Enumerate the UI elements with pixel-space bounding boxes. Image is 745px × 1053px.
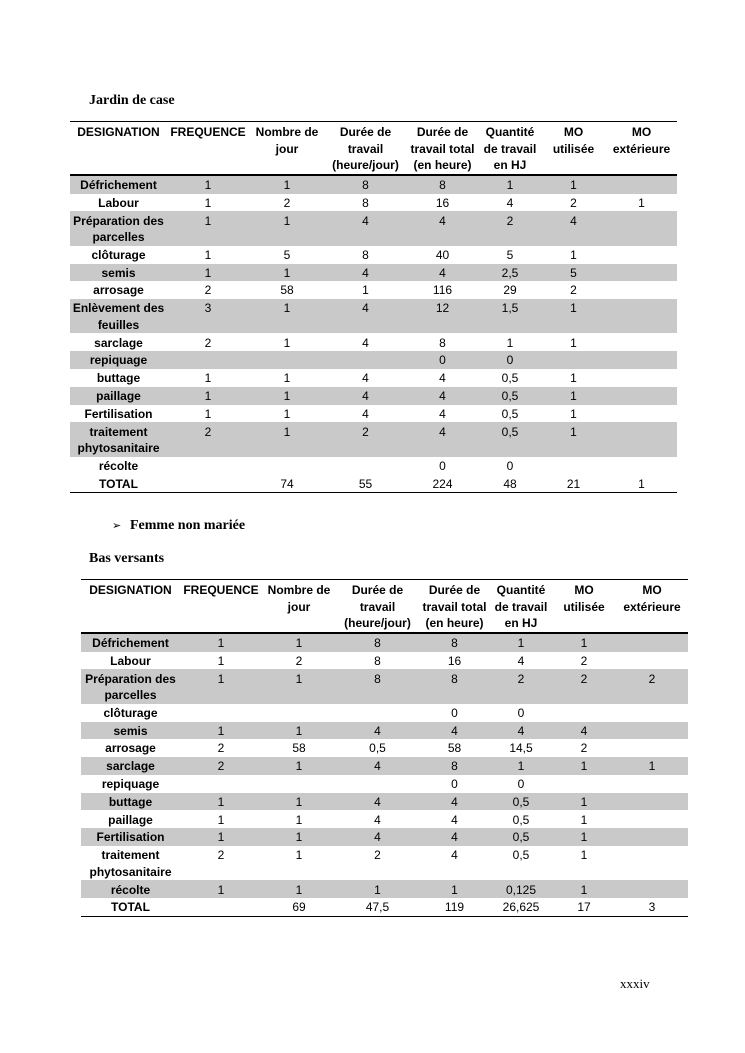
row-label: buttage	[96, 371, 141, 386]
table-cell: 1	[283, 371, 291, 386]
table-cell: 5	[283, 247, 291, 262]
table-cell	[616, 793, 688, 811]
table-cell: 0	[406, 351, 479, 369]
table-cell: 0	[451, 777, 458, 792]
table-header-row	[81, 580, 688, 633]
table-cell: 4	[406, 387, 479, 405]
table-cell: 0,5	[501, 371, 519, 386]
column-header: MO extérieure	[616, 580, 688, 633]
table-cell	[616, 704, 688, 722]
row-label: TOTAL	[70, 475, 167, 493]
table-cell: 224	[406, 475, 479, 493]
table-cell: 4	[419, 828, 490, 846]
table-cell: 1	[362, 283, 369, 298]
table-cell	[606, 405, 677, 423]
column-header: Durée de travail total (en heure)	[406, 122, 479, 175]
table-cell: 1	[490, 757, 552, 775]
table-cell: 8	[336, 669, 419, 703]
table-cell	[606, 387, 677, 405]
table-cell: 3	[616, 898, 688, 916]
table-cell: 74	[249, 475, 325, 493]
table-cell: 8	[419, 757, 490, 775]
table-cell	[616, 828, 688, 846]
table-cell: 58	[292, 741, 306, 756]
row-label: sarclage	[81, 757, 180, 775]
table-cell: 1	[336, 880, 419, 898]
table-cell: 8	[362, 195, 369, 210]
table-cell	[606, 369, 677, 387]
table-row	[81, 633, 688, 652]
table-cell: 1	[217, 653, 225, 668]
table-row	[70, 175, 677, 194]
table-cell	[180, 898, 262, 916]
table-cell: 1	[570, 247, 577, 262]
table-cell: 1	[479, 175, 541, 194]
table-row	[81, 898, 688, 916]
table-cell	[616, 722, 688, 740]
row-label: clôturage	[91, 247, 146, 262]
table-row	[81, 739, 688, 757]
table-cell: 2,5	[479, 264, 541, 282]
table-cell	[336, 704, 419, 722]
table-cell: 1	[580, 848, 588, 863]
table-cell: 4	[336, 757, 419, 775]
table-cell	[606, 281, 677, 299]
table-cell	[616, 652, 688, 670]
table-cell: 1	[262, 722, 336, 740]
table-cell: 4	[506, 195, 514, 210]
table-cell	[616, 810, 688, 828]
table-cell: 4	[336, 793, 419, 811]
table-cell: 1	[295, 812, 303, 827]
table-cell: 1	[262, 669, 336, 703]
table-cell	[249, 351, 325, 369]
table-cell: 2	[580, 653, 588, 668]
row-label: Défrichement	[70, 175, 167, 194]
row-label: Fertilisation	[84, 406, 153, 421]
table-cell: 1	[541, 387, 606, 405]
table-cell	[616, 846, 688, 880]
table-cell: 116	[432, 283, 453, 298]
table-cell: 4	[439, 371, 446, 386]
table-cell: 4	[336, 722, 419, 740]
table-cell: 1	[249, 264, 325, 282]
table-cell	[262, 775, 336, 793]
bullet-text: Femme non mariée	[130, 518, 246, 533]
table-row	[70, 333, 677, 351]
table-cell: 4	[406, 422, 479, 456]
table-cell: 16	[447, 653, 462, 668]
row-label: récolte	[81, 880, 180, 898]
table-cell: 4	[419, 793, 490, 811]
table-cell: 1	[180, 828, 262, 846]
table-cell	[616, 633, 688, 652]
table-bas-versants	[81, 579, 688, 917]
table-row	[70, 281, 677, 299]
table-row	[81, 669, 688, 703]
table-cell: 0	[451, 705, 458, 720]
table-cell: 2	[616, 669, 688, 703]
table-cell	[606, 351, 677, 369]
table-cell: 1	[570, 371, 577, 386]
table-cell: 1	[217, 812, 225, 827]
row-label: arrosage	[105, 741, 156, 756]
table-row	[70, 351, 677, 369]
table-cell: 1	[570, 406, 577, 421]
table-cell: 5	[541, 264, 606, 282]
table-cell: 55	[325, 475, 406, 493]
table-cell: 4	[362, 371, 369, 386]
table-cell: 1	[167, 211, 249, 245]
table-cell: 1	[552, 880, 616, 898]
table-cell: 4	[419, 722, 490, 740]
column-header: MO extérieure	[606, 122, 677, 175]
table-cell: 2	[283, 195, 291, 210]
table-cell: 1	[541, 422, 606, 456]
table-cell: 1	[506, 335, 514, 350]
page-number: xxxiv	[620, 976, 650, 991]
table-cell: 8	[362, 247, 369, 262]
table-cell: 1	[167, 387, 249, 405]
table-cell: 4	[517, 653, 525, 668]
table-cell: 8	[336, 633, 419, 652]
table-cell	[606, 175, 677, 194]
column-header: Durée de travail total (en heure)	[419, 580, 490, 633]
table-cell: 14,5	[509, 741, 533, 756]
row-label: semis	[81, 722, 180, 740]
column-header: Nombre de jour	[262, 580, 336, 633]
table-cell: 48	[479, 475, 541, 493]
column-header: MO utilisée	[552, 580, 616, 633]
table-cell	[336, 775, 419, 793]
table-row	[70, 211, 677, 245]
table-cell: 1	[262, 633, 336, 652]
table-cell	[325, 351, 406, 369]
table-cell: 1	[419, 880, 490, 898]
table-row	[70, 475, 677, 493]
column-header: FREQUENCE	[180, 580, 262, 633]
row-label: TOTAL	[81, 898, 180, 916]
table-row	[81, 880, 688, 898]
table-cell: 1	[180, 793, 262, 811]
table-cell: 2	[552, 669, 616, 703]
table-row	[81, 793, 688, 811]
table-cell: 1	[180, 880, 262, 898]
arrow-bullet-icon: ➢	[112, 520, 122, 532]
table-cell: 1	[541, 175, 606, 194]
table-row	[81, 828, 688, 846]
table-cell: 1	[249, 211, 325, 245]
table-cell: 2	[217, 741, 225, 756]
table-cell	[180, 704, 262, 722]
column-header: MO utilisée	[541, 122, 606, 175]
table-cell: 2	[217, 848, 225, 863]
table-row	[70, 264, 677, 282]
table-cell: 4	[451, 848, 458, 863]
table-cell	[606, 457, 677, 475]
table-cell: 1,5	[479, 299, 541, 333]
table-cell: 0,5	[512, 812, 530, 827]
row-label: traitement phytosanitaire	[89, 848, 172, 879]
column-header: Quantité de travail en HJ	[490, 580, 552, 633]
table-cell: 1	[552, 633, 616, 652]
column-header: Nombre de jour	[249, 122, 325, 175]
table-cell: 47,5	[336, 898, 419, 916]
table-cell	[606, 333, 677, 351]
table-cell: 1	[552, 828, 616, 846]
table-cell: 0,5	[369, 741, 386, 756]
table-row	[81, 652, 688, 670]
table-cell: 1	[283, 335, 291, 350]
table-cell: 2	[167, 422, 249, 456]
bullet-item	[112, 518, 245, 534]
table-cell	[541, 457, 606, 475]
table-cell	[616, 775, 688, 793]
table-row	[70, 387, 677, 405]
row-label: Préparation des parcelles	[81, 669, 180, 703]
row-label: traitement phytosanitaire	[70, 422, 167, 456]
table-cell	[180, 775, 262, 793]
row-label: semis	[70, 264, 167, 282]
row-label: sarclage	[94, 335, 143, 350]
table-cell: 1	[249, 175, 325, 194]
table-cell: 58	[280, 283, 294, 298]
table-row	[70, 194, 677, 212]
table-cell: 40	[435, 247, 450, 262]
table-cell: 1	[580, 812, 588, 827]
table-row	[70, 246, 677, 264]
table-cell: 1	[167, 175, 249, 194]
table-row	[70, 405, 677, 423]
table-cell	[167, 457, 249, 475]
table-cell: 1	[180, 669, 262, 703]
table-cell: 0	[506, 458, 514, 473]
table-cell: 12	[406, 299, 479, 333]
row-label: Fertilisation	[81, 828, 180, 846]
row-label: buttage	[81, 793, 180, 811]
table-cell	[606, 246, 677, 264]
row-label: Labour	[98, 195, 139, 210]
row-label: clôturage	[103, 705, 158, 720]
table-cell: 1	[249, 387, 325, 405]
row-label: repiquage	[101, 777, 160, 792]
table-cell: 4	[336, 828, 419, 846]
column-header: Quantité de travail en HJ	[479, 122, 541, 175]
row-label: Défrichement	[81, 633, 180, 652]
table-cell: 4	[552, 722, 616, 740]
table-cell	[325, 457, 406, 475]
row-label: arrosage	[93, 283, 144, 298]
table-row	[70, 369, 677, 387]
table-cell: 1	[552, 793, 616, 811]
table-row	[70, 422, 677, 456]
column-header: FREQUENCE	[167, 122, 249, 175]
table-cell: 0,5	[512, 848, 530, 863]
table-cell	[167, 475, 249, 493]
table-cell: 8	[325, 175, 406, 194]
row-label: Enlèvement des feuilles	[70, 299, 167, 333]
table-cell: 2	[325, 422, 406, 456]
table-cell: 1	[638, 195, 645, 210]
table-cell: 2	[490, 669, 552, 703]
table-cell: 2	[570, 195, 577, 210]
table-cell: 8	[374, 653, 381, 668]
table-cell: 1	[262, 757, 336, 775]
table-cell: 0,5	[490, 793, 552, 811]
table-cell	[552, 775, 616, 793]
table-cell: 1	[606, 475, 677, 493]
table-cell: 4	[362, 406, 369, 421]
table-cell: 1	[249, 299, 325, 333]
table-row	[70, 457, 677, 475]
table-cell: 1	[262, 793, 336, 811]
table-cell: 2	[204, 283, 212, 298]
table-cell: 2	[580, 741, 588, 756]
table-cell: 1	[180, 722, 262, 740]
table-cell: 58	[447, 741, 462, 756]
table-cell: 21	[541, 475, 606, 493]
table-cell: 0,5	[479, 422, 541, 456]
table-cell: 5	[506, 247, 514, 262]
table-cell: 4	[374, 812, 381, 827]
table-cell: 2	[204, 335, 212, 350]
table-cell: 1	[204, 406, 212, 421]
table-cell: 4	[541, 211, 606, 245]
table-cell	[167, 351, 249, 369]
table-cell: 1	[490, 633, 552, 652]
table-cell: 8	[419, 669, 490, 703]
table-cell: 1	[295, 848, 303, 863]
table-cell: 4	[451, 812, 458, 827]
table-cell: 1	[204, 195, 212, 210]
table-cell: 8	[419, 633, 490, 652]
table-cell: 0,5	[490, 828, 552, 846]
table-cell: 4	[325, 264, 406, 282]
table-cell: 1	[262, 880, 336, 898]
table1-title: Jardin de case	[89, 93, 175, 108]
table-cell: 2	[570, 283, 577, 298]
table-cell: 4	[325, 387, 406, 405]
table-cell: 1	[204, 247, 212, 262]
table-cell: 1	[262, 828, 336, 846]
column-header: Durée de travail (heure/jour)	[325, 122, 406, 175]
column-header: DESIGNATION	[81, 580, 180, 633]
table-cell: 69	[262, 898, 336, 916]
table-cell: 2	[479, 211, 541, 245]
table-cell: 3	[167, 299, 249, 333]
table-cell	[606, 211, 677, 245]
table-cell	[606, 264, 677, 282]
table-jardin-de-case	[70, 121, 677, 493]
table-cell: 4	[325, 211, 406, 245]
table2-title: Bas versants	[89, 551, 165, 566]
table-row	[81, 810, 688, 828]
table-cell: 8	[406, 175, 479, 194]
table-cell	[616, 739, 688, 757]
table-cell	[606, 299, 677, 333]
table-cell: 119	[419, 898, 490, 916]
table-cell: 1	[570, 335, 577, 350]
table-cell: 1	[167, 264, 249, 282]
table-row	[81, 704, 688, 722]
table-cell: 4	[406, 264, 479, 282]
table-cell: 4	[406, 211, 479, 245]
table-cell	[249, 457, 325, 475]
table-cell	[616, 880, 688, 898]
row-label: Préparation des parcelles	[70, 211, 167, 245]
table-cell: 0,5	[479, 387, 541, 405]
table-cell: 4	[490, 722, 552, 740]
table-cell: 0	[479, 351, 541, 369]
row-label: récolte	[98, 458, 139, 473]
table-row	[81, 775, 688, 793]
table-cell: 1	[552, 757, 616, 775]
table-cell: 16	[435, 195, 450, 210]
table-cell: 8	[439, 335, 446, 350]
table-cell: 1	[541, 299, 606, 333]
table-cell: 1	[204, 371, 212, 386]
table-cell	[541, 351, 606, 369]
table-cell: 1	[180, 633, 262, 652]
table-cell: 26,625	[490, 898, 552, 916]
table-header-row	[70, 122, 677, 175]
table-cell: 0	[439, 458, 446, 473]
table-cell: 2	[180, 757, 262, 775]
column-header: Durée de travail (heure/jour)	[336, 580, 419, 633]
table-cell: 1	[616, 757, 688, 775]
table-row	[81, 757, 688, 775]
table-cell: 1	[283, 406, 291, 421]
row-label: Labour	[110, 653, 151, 668]
table-cell	[262, 704, 336, 722]
table-cell: 0,5	[501, 406, 519, 421]
table-cell: 0	[517, 777, 525, 792]
table-cell: 17	[552, 898, 616, 916]
row-label: paillage	[70, 387, 167, 405]
table-cell: 2	[295, 653, 303, 668]
row-label: paillage	[108, 812, 153, 827]
table-cell: 2	[374, 848, 381, 863]
row-label: repiquage	[70, 351, 167, 369]
table-cell: 4	[325, 299, 406, 333]
table-cell: 4	[362, 335, 369, 350]
column-header: DESIGNATION	[70, 122, 167, 175]
table-cell	[552, 704, 616, 722]
table-row	[81, 846, 688, 880]
table-row	[81, 722, 688, 740]
table-cell: 0	[517, 705, 525, 720]
table-cell: 4	[439, 406, 446, 421]
table-row	[70, 299, 677, 333]
table-cell: 0,125	[490, 880, 552, 898]
table-cell: 1	[249, 422, 325, 456]
table-cell	[606, 422, 677, 456]
table-cell: 29	[503, 283, 517, 298]
